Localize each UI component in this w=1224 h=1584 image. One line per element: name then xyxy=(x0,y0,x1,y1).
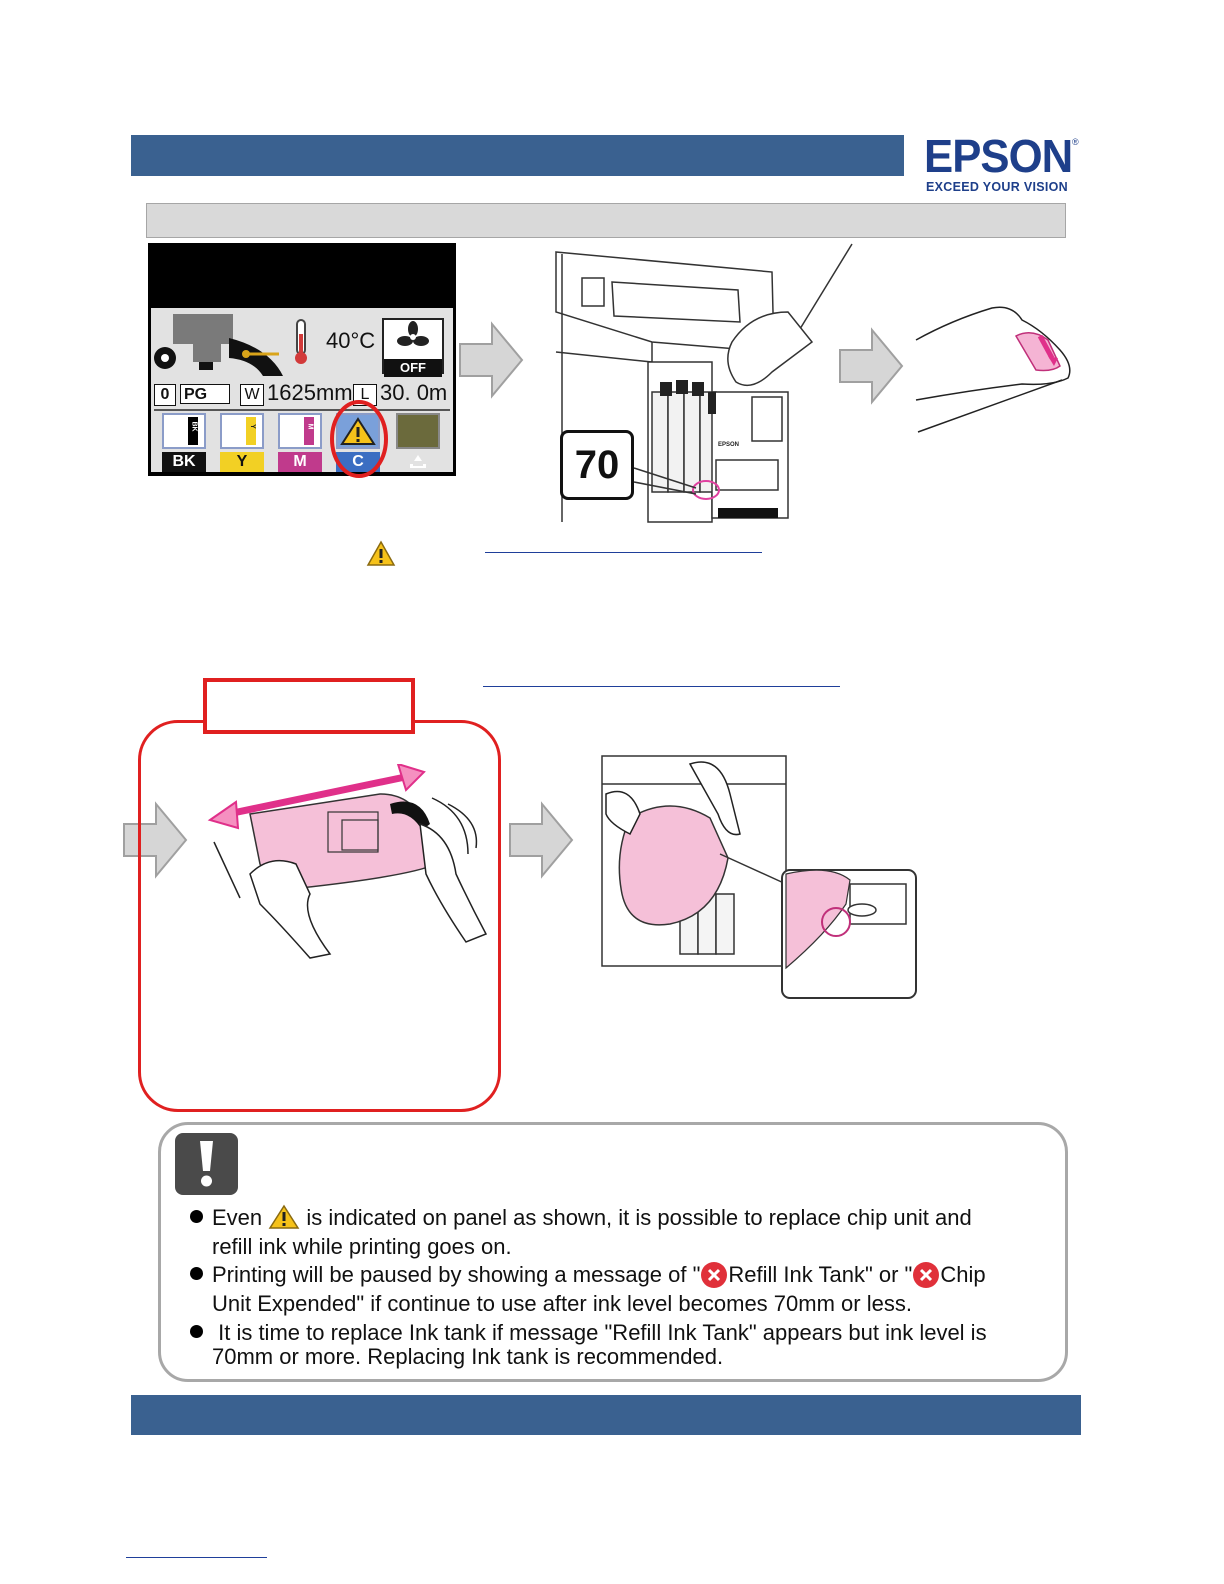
brand-name: EPSON xyxy=(924,130,1073,182)
width-label: W xyxy=(240,384,264,406)
brand-tagline: EXCEED YOUR VISION xyxy=(926,180,1069,194)
bullet-dot xyxy=(190,1325,203,1338)
fan-state: OFF xyxy=(384,359,442,377)
ink-side-label: Y xyxy=(249,424,257,429)
ink-label-y: Y xyxy=(220,452,264,472)
header-bar xyxy=(131,135,904,176)
shake-step-tab xyxy=(203,678,415,734)
ink-label-bk: BK xyxy=(162,452,206,472)
length-value: 30. 0m xyxy=(380,380,448,405)
bullet-dot xyxy=(190,1210,203,1223)
registered-mark: ® xyxy=(1072,137,1079,147)
counter-box: 0 xyxy=(154,384,176,406)
shake-ink-pack-illustration xyxy=(200,764,490,964)
temperature-readout: 40°C xyxy=(326,328,376,353)
ink-level-bar xyxy=(304,417,314,445)
ink-slot-bk xyxy=(162,413,206,449)
arrow-right-icon xyxy=(458,320,526,400)
note-bullet-2: Printing will be paused by showing a message of " Refill Ink Tank" or " Chip xyxy=(190,1260,986,1289)
length-label: L xyxy=(353,384,377,406)
section-title-bar xyxy=(146,203,1066,238)
arrow-right-icon xyxy=(508,800,576,880)
ink-side-label: BK xyxy=(190,421,198,432)
refill-ink-tank-illustration xyxy=(600,754,920,1002)
warning-icon xyxy=(366,540,396,568)
note-bullet-3-cont: 70mm or more. Replacing Ink tank is recommended. xyxy=(212,1344,724,1369)
thermometer-icon xyxy=(290,318,312,366)
exclamation-icon xyxy=(175,1133,238,1195)
red-highlight-circle xyxy=(328,398,390,480)
width-value: 1625mm xyxy=(267,380,353,405)
note-bullet-3: It is time to replace Ink tank if message "Refill Ink Tank" appears but ink level is xyxy=(190,1318,987,1347)
hyperlink-underline[interactable] xyxy=(485,552,762,553)
ink-label-c: C xyxy=(336,452,380,472)
ink-level-bar xyxy=(246,417,256,445)
bullet-dot xyxy=(190,1267,203,1280)
note-bullet-1: Even is indicated on panel as shown, it is possible to replace chip unit and xyxy=(190,1203,972,1232)
hyperlink-underline[interactable] xyxy=(483,686,840,687)
ink-row-divider xyxy=(154,409,450,411)
fan-indicator xyxy=(382,318,444,374)
note-bullet-2-cont: Unit Expended" if continue to use after ink level becomes 70mm or less. xyxy=(212,1291,912,1316)
error-x-icon xyxy=(700,1261,728,1289)
brand-logo xyxy=(924,130,1084,196)
ink-side-label: M xyxy=(306,423,314,430)
maintenance-tank-slot xyxy=(396,413,440,449)
ink-slot-m xyxy=(278,413,322,449)
svg-text:EPSON: EPSON xyxy=(718,442,740,448)
ink-level-callout: 70 xyxy=(560,430,634,500)
note-bullet-1-cont: refill ink while printing goes on. xyxy=(212,1234,512,1259)
pg-label: PG xyxy=(180,384,230,404)
chip-unit-hand-illustration xyxy=(912,300,1082,440)
waste-ink-icon xyxy=(396,452,440,472)
ink-slot-y xyxy=(220,413,264,449)
ink-label-m: M xyxy=(278,452,322,472)
fan-icon xyxy=(384,320,442,354)
footer-bar xyxy=(131,1395,1081,1435)
error-x-icon xyxy=(912,1261,940,1289)
footnote-underline xyxy=(126,1557,267,1558)
warning-icon xyxy=(268,1204,300,1230)
